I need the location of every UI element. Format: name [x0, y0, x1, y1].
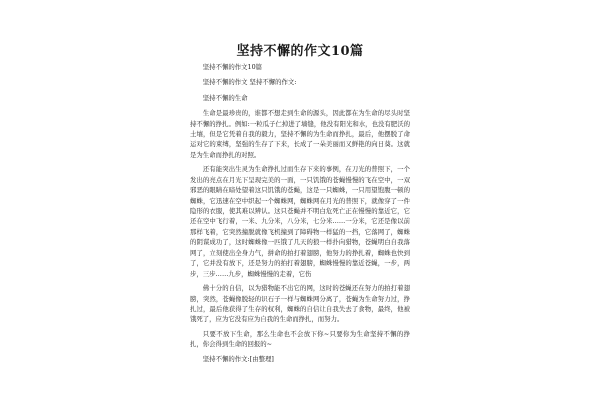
paragraph-heading: 坚持不懈的作文 坚持不懈的作文: — [202, 78, 297, 87]
document-body — [190, 62, 410, 369]
document-title: 坚持不懈的作文10篇 — [236, 44, 364, 59]
paragraph-subtitle: 坚持不懈的作文10篇 — [202, 63, 263, 71]
paragraph-section-title: 坚持不懈的生命 — [202, 93, 248, 102]
paragraph-footer: 坚持不懈的作文:[由整理] — [202, 354, 274, 363]
paragraph-body: 还有能突出生灵为生命挣扎过而生存下来的事例，在刀光的普照下，一个发出的亮点在月光下呈现完美的一面，一只饥饿的苍蝇慢慢的飞在空中，一双邪恶的眼睛在暗处望着这只饥饿的苍蝇，这是一只蜘蛛，一只用望饱腹一顿的蜘蛛，它迅速在空中织起一个蜘蛛网，蜘蛛网在月光的普照下，就像穿了一件隐形的衣服，使其难以辨认。这只苍蝇并不明白危死亡正在慢慢的靠近它，它还在空中飞行着，一米、九分米，八分米，七分米……一分米，它还是像以前那样飞着，它突然撞脱就像飞机撞到了障碍物一样猛的一挡，它落网了，蜘蛛的阴谋成功了，这时蜘蛛像一匹饿了几天的狼一样扑向猎物，苍蝇明白自我落网了，立刻使出全身力气，拼命的拍打着翅膀，他努力的挣扎着，蜘蛛也快到了，它并没有放下，还是努力的拍打着翅膀，蜘蛛慢慢的靠近苍蝇，一步，两步，三步……九步，蜘蛛慢慢的走着，它伤 — [190, 165, 410, 278]
paragraph-body: 只要不放下生命，那么生命也不会放下你~只要你为生命坚持不懈的挣扎，你会得到生命的回报的~ — [190, 329, 410, 349]
paragraph-body: 佛十分的自信，以为猎物能不出它的网，这时的苍蝇还在努力的拍打着翅膀，突然，苍蝇像脱轻的识石子一样与蜘蛛网分离了，苍蝇为生命努力过，挣扎过，最后他获得了生存的权利，蜘蛛的自信让自我失去了食物，最终，他被饿死了，应为它没有应为自我的生命而挣扎，而努力。 — [190, 284, 410, 324]
paragraph-body: 生命是最珍贵的，谁都不想走到生命的源头，因此都在为生命的尽头时坚持不懈的挣扎。例如:一粒瓜子仁掉进了墙缝，他没有阳光和水，也没有肥沃的土壤，但是它凭着自我的毅力，坚持不懈的为生命而挣扎，最后，他摆脱了命运对它的束缚，坚强的生存了下来，长成了一朵美丽而又鲜艳的向日葵。这就是为生命而挣扎的对照。 — [190, 109, 410, 159]
